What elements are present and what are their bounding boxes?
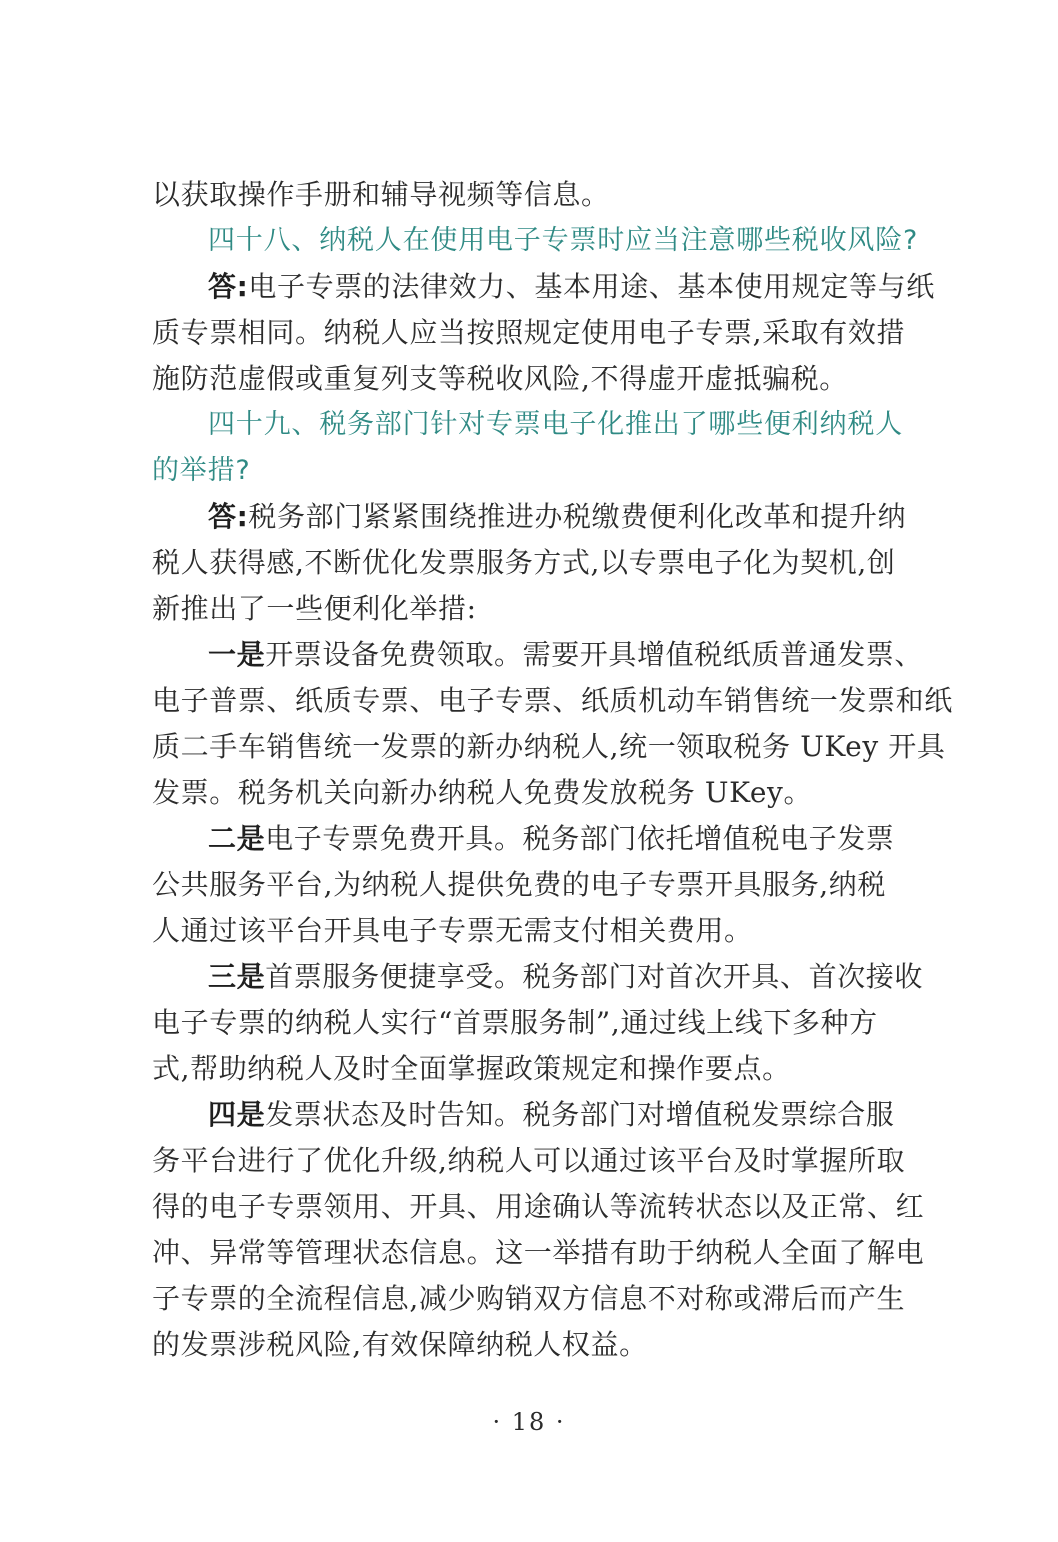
measure-4-label: 四是 — [208, 1098, 266, 1131]
answer-line — [152, 264, 935, 310]
body-line: 式,帮助纳税人及时全面掌握政策规定和操作要点。 — [152, 1052, 791, 1085]
section-heading-49-continued: 的举措? — [152, 455, 251, 486]
measure-4-text: 发票状态及时告知。税务部门对增值税发票综合服 — [265, 1098, 895, 1131]
measure-2-line — [152, 816, 908, 862]
section-heading-48: 四十八、纳税人在使用电子专票时应当注意哪些税收风险? — [208, 225, 919, 256]
measure-3-label: 三是 — [208, 960, 266, 993]
body-line: 子专票的全流程信息,减少购销双方信息不对称或滞后而产生 — [152, 1282, 906, 1315]
section-heading-49: 四十九、税务部门针对专票电子化推出了哪些便利纳税人 — [208, 409, 903, 440]
body-line: 新推出了一些便利化举措: — [152, 592, 477, 625]
measure-2-label: 二是 — [208, 822, 266, 855]
body-line: 电子专票的纳税人实行“首票服务制”,通过线上线下多种方 — [152, 1006, 878, 1039]
body-line: 冲、异常等管理状态信息。这一举措有助于纳税人全面了解电 — [152, 1236, 925, 1269]
body-line: 施防范虚假或重复列支等税收风险,不得虚开虚抵骗税。 — [152, 362, 848, 395]
body-line: 以获取操作手册和辅导视频等信息。 — [152, 178, 610, 211]
measure-3-line — [152, 954, 924, 1000]
body-line: 的发票涉税风险,有效保障纳税人权益。 — [152, 1328, 648, 1361]
body-line: 得的电子专票领用、开具、用途确认等流转状态以及正常、红 — [152, 1190, 925, 1223]
answer-text: 电子专票的法律效力、基本用途、基本使用规定等与纸 — [248, 270, 935, 303]
answer-line — [152, 494, 908, 540]
measure-1-label: 一是 — [208, 638, 266, 671]
measure-1-line — [152, 632, 924, 678]
measure-4-line — [152, 1092, 908, 1138]
body-line: 质专票相同。纳税人应当按照规定使用电子专票,采取有效措 — [152, 316, 906, 349]
body-line: 电子普票、纸质专票、电子专票、纸质机动车销售统一发票和纸 — [152, 684, 953, 717]
body-line: 发票。税务机关向新办纳税人免费发放税务 UKey。 — [152, 776, 813, 809]
body-line: 人通过该平台开具电子专票无需支付相关费用。 — [152, 914, 753, 947]
body-line: 税人获得感,不断优化发票服务方式,以专票电子化为契机,创 — [152, 546, 896, 579]
body-line: 务平台进行了优化升级,纳税人可以通过该平台及时掌握所取 — [152, 1144, 906, 1177]
measure-1-text: 开票设备免费领取。需要开具增值税纸质普通发票、 — [265, 638, 924, 671]
measure-2-text: 电子专票免费开具。税务部门依托增值税电子发票 — [265, 822, 895, 855]
document-body — [152, 172, 953, 1368]
page-number: · 18 · — [492, 1408, 566, 1436]
body-line: 质二手车销售统一发票的新办纳税人,统一领取税务 UKey 开具 — [152, 730, 946, 763]
answer-text: 税务部门紧紧围绕推进办税缴费便利化改革和提升纳 — [248, 500, 907, 533]
measure-3-text: 首票服务便捷享受。税务部门对首次开具、首次接收 — [265, 960, 924, 993]
answer-label: 答: — [208, 270, 249, 303]
answer-label: 答: — [208, 500, 249, 533]
body-line: 公共服务平台,为纳税人提供免费的电子专票开具服务,纳税 — [152, 868, 887, 901]
